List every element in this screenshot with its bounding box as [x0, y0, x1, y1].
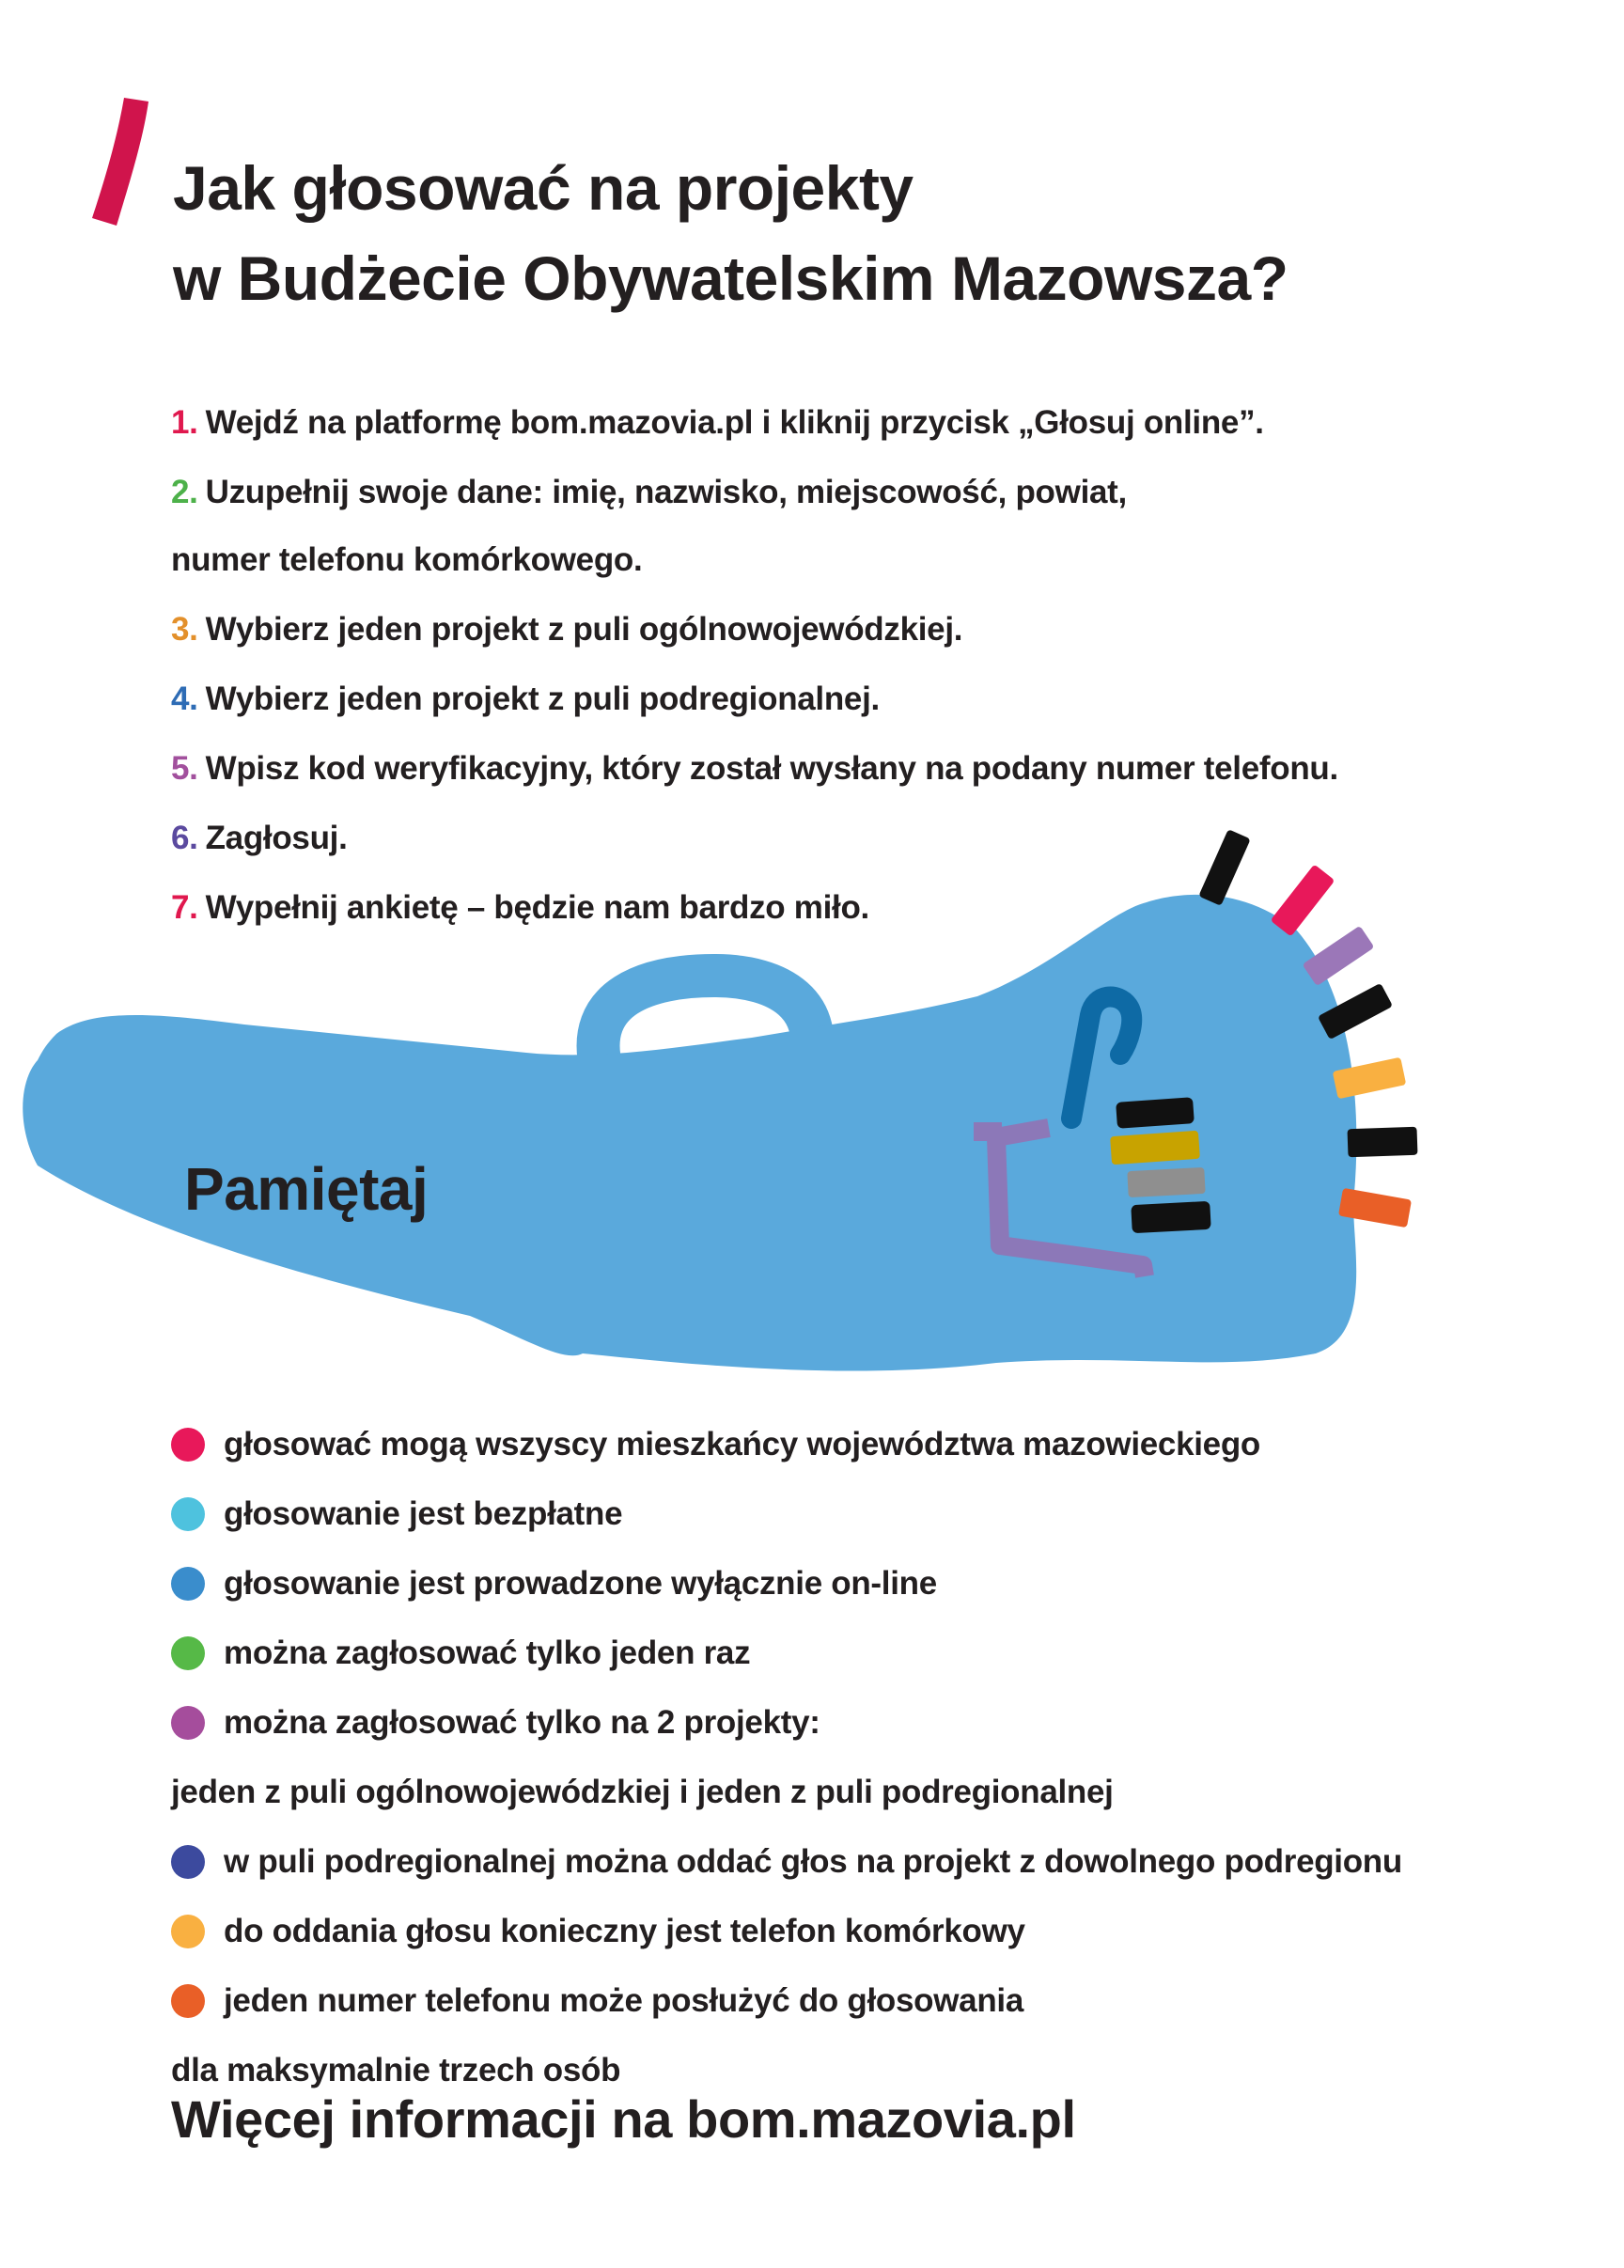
step-text: Wybierz jeden projekt z puli ogólnowojewódzkiej. [205, 611, 963, 648]
list-item-continued [171, 1758, 1581, 1827]
step-number: 2. [171, 474, 198, 510]
page-title [173, 143, 1288, 323]
list-item [171, 1619, 1581, 1688]
step-text: Wypełnij ankietę – będzie nam bardzo miło. [205, 889, 869, 926]
list-item [171, 1827, 1581, 1897]
bullet-dot-icon [171, 1567, 205, 1601]
step-2 [171, 472, 1487, 541]
step-text: Wpisz kod weryfikacyjny, który został wysłany na podany numer telefonu. [205, 750, 1338, 787]
note-text: można zagłosować tylko jeden raz [224, 1635, 751, 1671]
list-item [171, 1549, 1581, 1619]
note-text: w puli podregionalnej można oddać głos na projekt z dowolnego podregionu [224, 1843, 1402, 1880]
remember-heading: Pamiętaj [184, 1155, 429, 1223]
step-3 [171, 609, 1487, 679]
list-item [171, 1479, 1581, 1549]
note-text: można zagłosować tylko na 2 projekty: [224, 1704, 820, 1741]
note-text: jeden z puli ogólnowojewódzkiej i jeden z puli podregionalnej [171, 1774, 1114, 1810]
bullet-dot-icon [171, 1428, 205, 1462]
step-number: 1. [171, 404, 198, 441]
list-item [171, 1897, 1581, 1966]
step-number: 5. [171, 750, 198, 787]
step-number: 4. [171, 680, 198, 717]
note-text: głosować mogą wszyscy mieszkańcy województwa mazowieckiego [224, 1426, 1260, 1462]
footer-info: Więcej informacji na bom.mazovia.pl [171, 2089, 1076, 2149]
step-2-continued [171, 540, 1487, 609]
step-text: Wybierz jeden projekt z puli podregionalnej. [205, 680, 880, 717]
bullet-dot-icon [171, 1984, 205, 2018]
title-line-2: w Budżecie Obywatelskim Mazowsza? [173, 243, 1288, 313]
list-item [171, 1410, 1581, 1479]
step-4 [171, 679, 1487, 748]
note-text: głosowanie jest bezpłatne [224, 1495, 623, 1532]
bullet-dot-icon [171, 1706, 205, 1740]
step-text: Uzupełnij swoje dane: imię, nazwisko, miejscowość, powiat, [205, 474, 1127, 510]
note-text: głosowanie jest prowadzone wyłącznie on-line [224, 1565, 937, 1602]
bullet-dot-icon [171, 1497, 205, 1531]
bullet-dot-icon [171, 1636, 205, 1670]
step-number: 6. [171, 820, 198, 856]
step-1 [171, 402, 1487, 472]
note-text: jeden numer telefonu może posłużyć do głosowania [224, 1982, 1023, 2019]
note-text: dla maksymalnie trzech osób [171, 2052, 621, 2088]
step-number: 7. [171, 889, 198, 926]
step-5 [171, 748, 1487, 818]
list-item [171, 1688, 1581, 1758]
note-text: do oddania głosu konieczny jest telefon komórkowy [224, 1913, 1025, 1949]
remember-list [171, 1410, 1581, 2105]
quote-mark-icon [86, 94, 152, 235]
step-text: numer telefonu komórkowego. [171, 541, 643, 578]
title-line-1: Jak głosować na projekty [173, 153, 914, 223]
step-text: Zagłosuj. [205, 820, 348, 856]
bullet-dot-icon [171, 1915, 205, 1948]
bullet-dot-icon [171, 1845, 205, 1879]
megaphone-horn-icon [0, 808, 1624, 1410]
step-number: 3. [171, 611, 198, 648]
step-text: Wejdź na platformę bom.mazovia.pl i kliknij przycisk „Głosuj online”. [205, 404, 1264, 441]
list-item [171, 1966, 1581, 2036]
